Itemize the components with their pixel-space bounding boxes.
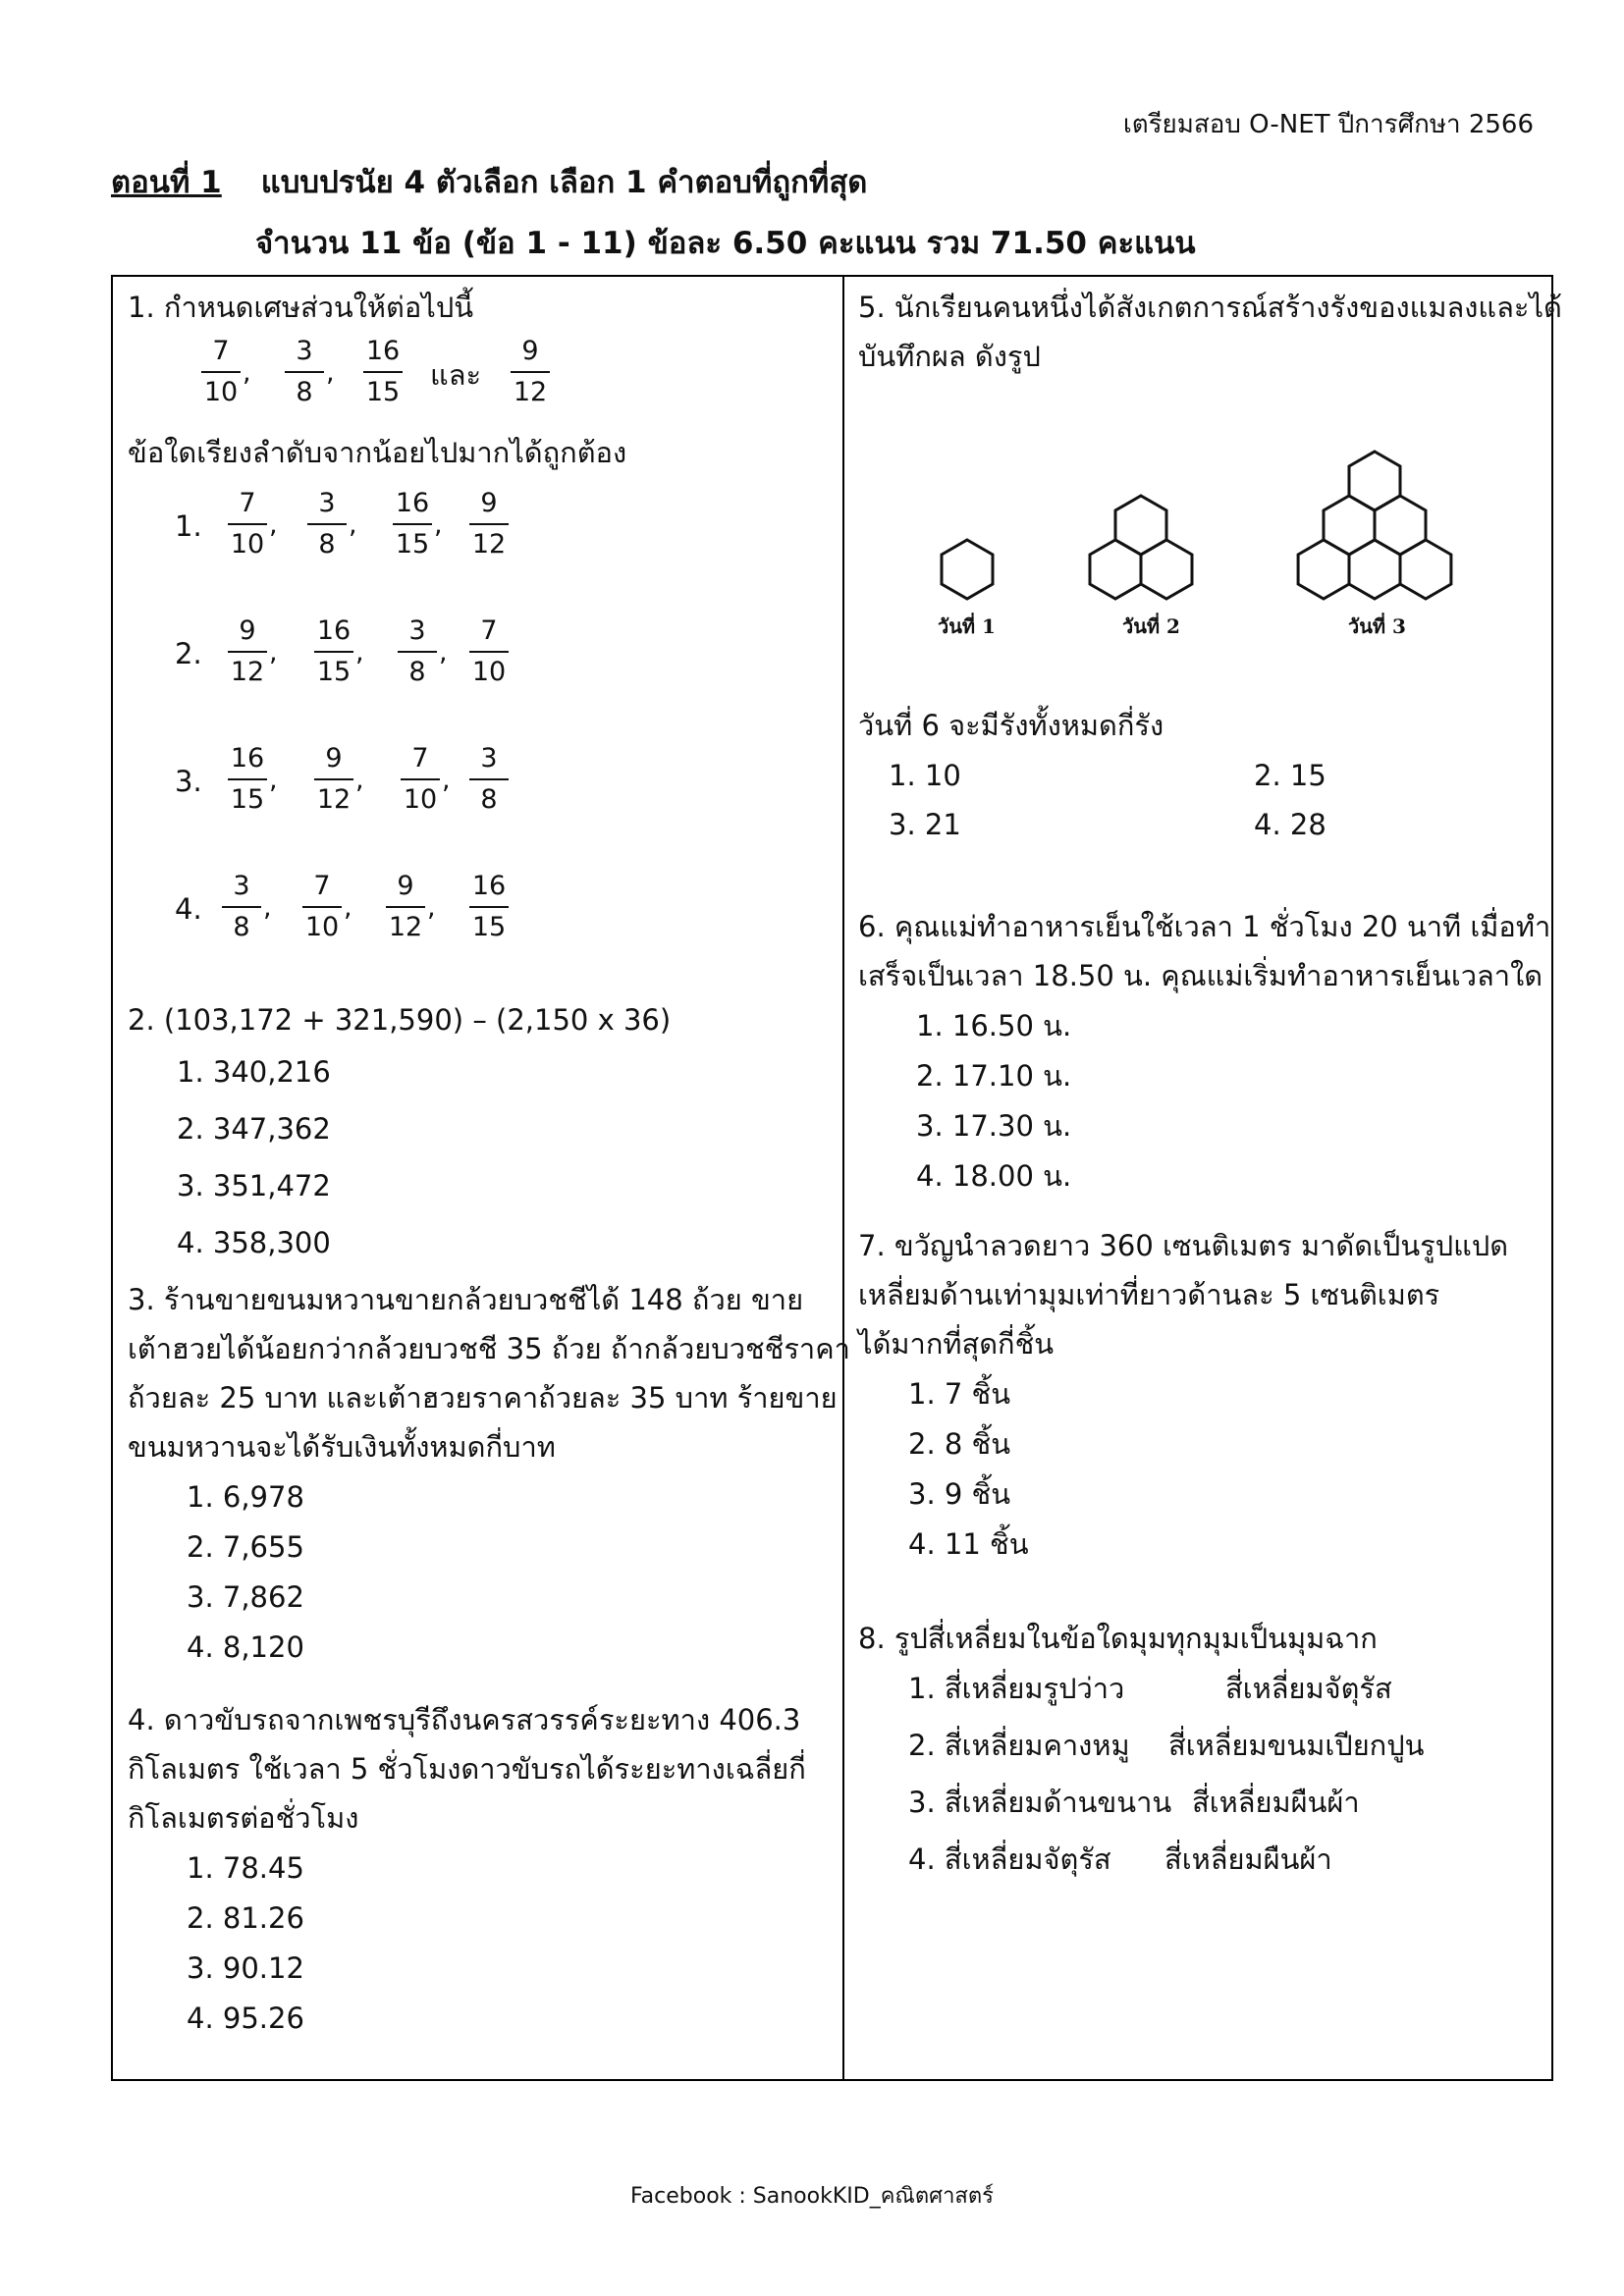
q1-choice-2-fraction-4-denominator: 10 [471,657,507,687]
separator: , [355,765,364,795]
day-1-label: วันที่ 1 [938,614,996,638]
q1-choice-4-fraction-4-bar [469,906,509,908]
q1-choice-1-fraction-4-denominator: 12 [471,529,507,560]
q1-choice-1-fraction-3-numerator: 16 [395,488,430,518]
q7-choice-4[interactable]: 4. 11 ชิ้น [908,1527,1029,1561]
q3-line-1: 3. ร้านขายขนมหวานขายกล้วยบวชชีได้ 148 ถ้วย ขาย [128,1283,804,1316]
q4-choice-3[interactable]: 3. 90.12 [187,1951,304,1985]
separator: , [434,509,443,540]
q1-question: ข้อใดเรียงลำดับจากน้อยไปมากได้ถูกต้อง [128,436,627,469]
q5-choice-3[interactable]: 3. 21 [889,808,961,841]
q1-choice-2-fraction-2-denominator: 15 [316,657,352,687]
q1-choice-1-fraction-1 [228,486,267,562]
separator: , [427,892,436,923]
q5-question: วันที่ 6 จะมีรังทั้งหมดกี่รัง [858,709,1164,742]
q1-choice-1-fraction-1-denominator: 10 [230,529,265,560]
q1-given-fraction-4 [511,334,550,410]
q1-choice-2-fraction-3-denominator: 8 [408,657,426,687]
q1-choice-3-fraction-2-denominator: 12 [316,784,352,815]
q1-choice-3-fraction-4-denominator: 8 [480,784,498,815]
q6-choice-1[interactable]: 1. 16.50 น. [916,1009,1072,1042]
q1-given-fraction-3-denominator: 15 [365,377,401,407]
q8-choice-1-b: สี่เหลี่ยมจัตุรัส [1225,1672,1392,1705]
q7-line-2: เหลี่ยมด้านเท่ามุมเท่าที่ยาวด้านละ 5 เซนติเมตร [858,1278,1440,1311]
q1-given-fraction-3 [363,334,403,410]
q1-choice-4-fraction-2-denominator: 10 [304,912,340,942]
q7-line-1: 7. ขวัญนำลวดยาว 360 เซนติเมตร มาดัดเป็นรูปแปด [858,1229,1509,1262]
q1-choice-2-number: 2. [175,637,202,670]
q1-choice-4-number: 4. [175,892,202,926]
header-note: เตรียมสอบ O-NET ปีการศึกษา 2566 [1122,110,1534,139]
q1-choice-3-fraction-3 [401,741,440,818]
q1-choice-1-number: 1. [175,509,202,543]
q4-line-3: กิโลเมตรต่อชั่วโมง [128,1801,359,1835]
q2-choice-1[interactable]: 1. 340,216 [177,1055,331,1089]
q8-choice-4-a[interactable]: 4. สี่เหลี่ยมจัตุรัส [908,1842,1111,1876]
q1-choice-2-fraction-2 [314,614,353,690]
q1-choice-2-fraction-1-denominator: 12 [230,657,265,687]
q1-choice-3-fraction-3-numerator: 7 [411,743,429,774]
q1-choice-2-fraction-4-bar [469,651,509,653]
q1-choice-1-fraction-3-bar [393,523,432,525]
separator: , [263,892,272,923]
q1-choice-1-fraction-4-bar [469,523,509,525]
q1-choice-1-fraction-2-bar [307,523,347,525]
column-divider [842,275,844,2081]
separator: , [269,765,278,795]
separator: , [269,637,278,667]
q1-given-fraction-1-bar [201,371,241,373]
q6-choice-4[interactable]: 4. 18.00 น. [916,1159,1072,1193]
q1-given-fraction-4-bar [511,371,550,373]
q5-choice-2[interactable]: 2. 15 [1254,759,1326,792]
separator: , [269,509,278,540]
q7-choice-2[interactable]: 2. 8 ชิ้น [908,1427,1011,1461]
q3-choice-1[interactable]: 1. 6,978 [187,1480,304,1514]
q1-choice-1-fraction-2-numerator: 3 [318,488,336,518]
q1-choice-3-fraction-1-bar [228,778,267,780]
q1-given-fraction-1-numerator: 7 [212,336,230,366]
q1-and: และ [430,358,482,392]
q1-given-fraction-4-denominator: 12 [513,377,548,407]
q8-choice-4-b: สี่เหลี่ยมผืนผ้า [1164,1842,1332,1876]
q1-choice-1-fraction-3-denominator: 15 [395,529,430,560]
q3-line-4: ขนมหวานจะได้รับเงินทั้งหมดกี่บาท [128,1430,556,1464]
q1-choice-1-fraction-1-bar [228,523,267,525]
q1-choice-1-fraction-4-numerator: 9 [480,488,498,518]
q1-choice-4-fraction-1-denominator: 8 [233,912,250,942]
q1-given-fraction-2 [285,334,324,410]
q3-line-3: ถ้วยละ 25 บาท และเต้าฮวยราคาถ้วยละ 35 บาท ร้ายขาย [128,1381,838,1415]
part-subtitle: จำนวน 11 ข้อ (ข้อ 1 - 11) ข้อละ 6.50 คะแนน รวม 71.50 คะแนน [255,226,1196,261]
q1-choice-3-fraction-2-bar [314,778,353,780]
q1-choice-2-fraction-3-numerator: 3 [408,615,426,646]
q1-choice-3-fraction-1-numerator: 16 [230,743,265,774]
q5-line-2: บันทึกผล ดังรูป [858,340,1041,373]
q6-choice-2[interactable]: 2. 17.10 น. [916,1059,1072,1093]
q4-line-1: 4. ดาวขับรถจากเพชรบุรีถึงนครสวรรค์ระยะทาง 406.3 [128,1703,801,1736]
separator: , [243,357,251,388]
q1-given-fraction-4-numerator: 9 [521,336,539,366]
q1-choice-2-fraction-4-numerator: 7 [480,615,498,646]
q1-choice-4-fraction-3-numerator: 9 [397,871,414,901]
q4-line-2: กิโลเมตร ใช้เวลา 5 ชั่วโมงดาวขับรถได้ระยะทางเฉลี่ยกี่ [128,1752,806,1786]
q1-choice-4-fraction-4 [469,869,509,945]
q1-choice-4-fraction-2-bar [302,906,342,908]
q1-stem: 1. กำหนดเศษส่วนให้ต่อไปนี้ [128,291,474,324]
q1-choice-3-fraction-2 [314,741,353,818]
q3-line-2: เต้าฮวยได้น้อยกว่ากล้วยบวชชี 35 ถ้วย ถ้ากล้วยบวชชีราคา [128,1332,850,1365]
q8-choice-2-b: สี่เหลี่ยมขนมเปียกปูน [1168,1729,1425,1762]
q5-choice-1[interactable]: 1. 10 [889,759,961,792]
q2-choice-2[interactable]: 2. 347,362 [177,1112,331,1146]
q1-choice-4-fraction-3-denominator: 12 [388,912,423,942]
q1-choice-2-fraction-2-bar [314,651,353,653]
hexagon-nest-figure [908,388,1497,643]
q3-choice-4[interactable]: 4. 8,120 [187,1630,304,1664]
q1-choice-4-fraction-1-numerator: 3 [233,871,250,901]
q1-choice-4-fraction-2 [302,869,342,945]
q5-line-1: 5. นักเรียนคนหนึ่งได้สังเกตการณ์สร้างรังของแมลงและได้ [858,291,1562,324]
separator: , [349,509,357,540]
q1-choice-2-fraction-3 [398,614,437,690]
q8-stem: 8. รูปสี่เหลี่ยมในข้อใดมุมทุกมุมเป็นมุมฉาก [858,1622,1378,1655]
q1-choice-1-fraction-2-denominator: 8 [318,529,336,560]
q3-choice-2[interactable]: 2. 7,655 [187,1530,304,1564]
q1-given-fraction-2-numerator: 3 [296,336,313,366]
q2-choice-3[interactable]: 3. 351,472 [177,1169,331,1202]
q1-choice-3-fraction-4 [469,741,509,818]
q1-given-fraction-3-bar [363,371,403,373]
separator: , [355,637,364,667]
part-label: ตอนที่ 1 [111,165,222,200]
q1-choice-1-fraction-4 [469,486,509,562]
hex-day2-cell [1115,496,1166,555]
q1-choice-3-fraction-2-numerator: 9 [325,743,343,774]
hex-day3-cell [1349,452,1400,510]
q1-choice-2-fraction-1 [228,614,267,690]
q1-choice-2-fraction-4 [469,614,509,690]
q1-choice-4-fraction-1 [222,869,261,945]
q1-choice-4-fraction-4-numerator: 16 [471,871,507,901]
q8-choice-3-a[interactable]: 3. สี่เหลี่ยมด้านขนาน [908,1786,1172,1819]
q2-stem: 2. (103,172 + 321,590) – (2,150 x 36) [128,1003,672,1037]
q1-choice-2-fraction-2-numerator: 16 [316,615,352,646]
separator: , [344,892,352,923]
q7-choice-1[interactable]: 1. 7 ชิ้น [908,1377,1011,1411]
day-2-label: วันที่ 2 [1122,614,1180,638]
q1-given-fraction-2-denominator: 8 [296,377,313,407]
q1-choice-4-fraction-3-bar [386,906,425,908]
q1-choice-4-fraction-4-denominator: 15 [471,912,507,942]
q1-choice-4-fraction-3 [386,869,425,945]
hex-day1-cell [942,540,993,599]
part-instruction: แบบปรนัย 4 ตัวเลือก เลือก 1 คำตอบที่ถูกที่สุด [260,165,868,200]
q6-line-1: 6. คุณแม่ทำอาหารเย็นใช้เวลา 1 ชั่วโมง 20 นาที เมื่อทำ [858,910,1551,943]
q1-choice-4-fraction-1-bar [222,906,261,908]
q7-choice-3[interactable]: 3. 9 ชิ้น [908,1477,1011,1511]
q7-line-3: ได้มากที่สุดกี่ชิ้น [858,1327,1055,1361]
footer: Facebook : SanookKID_คณิตศาสตร์ [630,2184,994,2209]
q1-choice-2-fraction-1-bar [228,651,267,653]
day-3-label: วันที่ 3 [1348,614,1406,638]
q1-given-fraction-3-numerator: 16 [365,336,401,366]
q1-choice-3-fraction-3-bar [401,778,440,780]
q4-choice-2[interactable]: 2. 81.26 [187,1901,304,1935]
q6-choice-3[interactable]: 3. 17.30 น. [916,1109,1072,1143]
q1-choice-3-fraction-1 [228,741,267,818]
q8-choice-3-b: สี่เหลี่ยมผืนผ้า [1192,1786,1360,1819]
separator: , [326,357,335,388]
q1-given-fraction-2-bar [285,371,324,373]
q1-choice-1-fraction-2 [307,486,347,562]
q2-choice-4[interactable]: 4. 358,300 [177,1226,331,1259]
q1-choice-1-fraction-3 [393,486,432,562]
q8-choice-1-a[interactable]: 1. สี่เหลี่ยมรูปว่าว [908,1672,1125,1705]
q1-choice-3-fraction-4-bar [469,778,509,780]
q1-given-fraction-1 [201,334,241,410]
q4-choice-4[interactable]: 4. 95.26 [187,2002,304,2035]
q1-choice-4-fraction-2-numerator: 7 [313,871,331,901]
q8-choice-2-a[interactable]: 2. สี่เหลี่ยมคางหมู [908,1729,1130,1762]
q1-given-fraction-1-denominator: 10 [203,377,239,407]
q6-line-2: เสร็จเป็นเวลา 18.50 น. คุณแม่เริ่มทำอาหารเย็นเวลาใด [858,959,1543,992]
separator: , [439,637,448,667]
q1-choice-2-fraction-1-numerator: 9 [239,615,256,646]
q5-choice-4[interactable]: 4. 28 [1254,808,1326,841]
q1-choice-1-fraction-1-numerator: 7 [239,488,256,518]
q4-choice-1[interactable]: 1. 78.45 [187,1851,304,1885]
q3-choice-3[interactable]: 3. 7,862 [187,1580,304,1614]
q1-choice-3-fraction-4-numerator: 3 [480,743,498,774]
q1-choice-3-number: 3. [175,765,202,798]
q1-choice-2-fraction-3-bar [398,651,437,653]
q1-choice-3-fraction-1-denominator: 15 [230,784,265,815]
part-title [111,157,867,206]
separator: , [442,765,451,795]
q1-choice-3-fraction-3-denominator: 10 [403,784,438,815]
